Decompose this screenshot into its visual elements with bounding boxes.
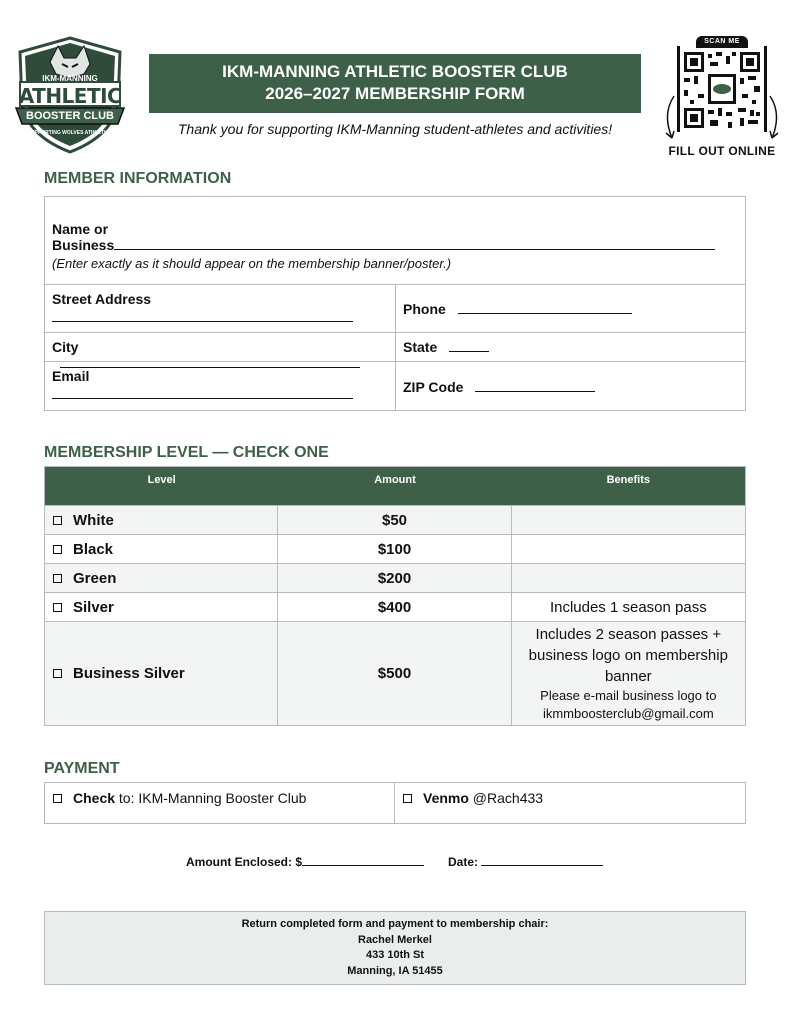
venmo-handle: @Rach433: [468, 790, 544, 806]
amount-cell: $100: [278, 535, 511, 563]
level-cell[interactable]: [45, 564, 278, 592]
form-title-banner: [149, 54, 641, 113]
table-row[interactable]: [45, 621, 745, 725]
checkbox-icon[interactable]: [53, 794, 62, 803]
title-line-1: IKM-MANNING ATHLETIC BOOSTER CLUB: [222, 62, 568, 81]
name-note: (Enter exactly as it should appear on the membership banner/poster.): [52, 256, 452, 271]
date-label: Date:: [448, 855, 479, 869]
chair-street: 433 10th St: [365, 949, 425, 961]
address-row: [45, 285, 745, 333]
street-label: Street Address: [52, 291, 152, 307]
city-label: City: [52, 339, 79, 355]
level-name: Silver: [73, 598, 114, 616]
email-line[interactable]: [52, 386, 353, 399]
title-line-2: 2026–2027 MEMBERSHIP FORM: [265, 84, 525, 103]
level-cell[interactable]: [45, 593, 278, 621]
zip-field[interactable]: [396, 362, 746, 411]
chair-city: Manning, IA 51455: [347, 964, 443, 977]
city-row: [45, 333, 745, 362]
level-name: Green: [73, 569, 117, 587]
col-header-amount: Amount: [374, 474, 416, 486]
amount-label: Amount Enclosed: $: [186, 855, 303, 869]
name-label-2: Business: [52, 237, 115, 253]
city-field[interactable]: [45, 333, 396, 361]
checkbox-icon[interactable]: [53, 545, 62, 554]
level-name: White: [73, 511, 114, 529]
return-heading: Return completed form and payment to membership chair:: [241, 918, 549, 930]
email-field[interactable]: [45, 362, 396, 411]
street-line[interactable]: [52, 309, 353, 322]
check-payee: to: IKM-Manning Booster Club: [115, 790, 307, 806]
check-option[interactable]: [45, 783, 395, 823]
name-label-1: Name or: [52, 221, 109, 237]
table-row[interactable]: [45, 505, 745, 534]
qr-code-icon[interactable]: [682, 50, 762, 130]
payment-options: [44, 782, 746, 824]
zip-line[interactable]: [475, 379, 595, 392]
logo-top-text: IKM-MANNING: [42, 74, 98, 83]
curved-arrow-right-icon: [764, 94, 784, 144]
logo-bottom-text: SUPPORTING WOLVES ATHLETICS: [27, 130, 113, 136]
state-field[interactable]: [396, 333, 746, 361]
return-instructions: [44, 911, 746, 985]
level-cell[interactable]: [45, 622, 278, 725]
checkbox-icon[interactable]: [53, 603, 62, 612]
name-field[interactable]: [45, 197, 745, 284]
checkbox-icon[interactable]: [53, 669, 62, 678]
member-info-title: MEMBER INFORMATION: [44, 170, 232, 187]
venmo-option[interactable]: [395, 783, 745, 823]
date-field[interactable]: [448, 854, 603, 869]
membership-level-title: MEMBERSHIP LEVEL — CHECK ONE: [44, 444, 329, 461]
level-name: Black: [73, 540, 114, 558]
level-cell[interactable]: [45, 506, 278, 534]
name-row: [45, 197, 745, 285]
table-row[interactable]: [45, 563, 745, 592]
membership-level-table: [44, 466, 746, 726]
table-row[interactable]: [45, 534, 745, 563]
level-cell[interactable]: [45, 535, 278, 563]
benefit-cell: [512, 506, 745, 534]
table-row[interactable]: [45, 592, 745, 621]
logo-banner-text: BOOSTER CLUB: [26, 110, 114, 122]
name-line[interactable]: [114, 237, 715, 250]
benefit-cell: [512, 622, 745, 725]
col-header-benefits: Benefits: [606, 474, 651, 486]
venmo-label: Venmo: [423, 790, 469, 806]
state-line[interactable]: [449, 339, 489, 352]
checkbox-icon[interactable]: [403, 794, 412, 803]
amount-cell: $50: [278, 506, 511, 534]
curved-arrow-left-icon: [660, 94, 680, 144]
benefit-cell: Includes 1 season pass: [549, 598, 707, 616]
state-label: State: [403, 339, 438, 355]
date-line[interactable]: [481, 854, 603, 866]
phone-label: Phone: [403, 301, 446, 317]
street-field[interactable]: [45, 285, 396, 332]
booster-email[interactable]: ikmmboosterclub@gmail.com: [542, 706, 714, 721]
benefit-text: Includes 2 season passes + business logo on membership banner: [528, 626, 728, 685]
tagline: Thank you for supporting IKM-Manning student-athletes and activities!: [177, 121, 613, 137]
table-header: [45, 467, 745, 505]
chair-name: Rachel Merkel: [358, 933, 432, 946]
phone-line[interactable]: [458, 301, 632, 314]
checkbox-icon[interactable]: [53, 516, 62, 525]
logo-main-text: ATHLETIC: [18, 84, 122, 108]
check-label: Check: [73, 790, 116, 806]
amount-line[interactable]: [302, 854, 424, 866]
level-name: Business Silver: [73, 665, 185, 682]
payment-title: PAYMENT: [44, 760, 120, 777]
booster-club-logo: [12, 34, 128, 154]
scan-me-label: SCAN ME: [696, 36, 748, 48]
amount-cell: $500: [278, 622, 511, 725]
benefit-cell: [512, 535, 745, 563]
member-info-table: [44, 196, 746, 411]
col-header-level: Level: [147, 474, 176, 486]
email-label: Email: [52, 368, 90, 384]
benefit-cell: [512, 564, 745, 592]
checkbox-icon[interactable]: [53, 574, 62, 583]
amount-cell: $200: [278, 564, 511, 592]
email-row: [45, 362, 745, 411]
amount-enclosed-field[interactable]: [186, 854, 424, 869]
amount-cell: $400: [278, 593, 511, 621]
phone-field[interactable]: [396, 285, 746, 332]
zip-label: ZIP Code: [403, 379, 464, 395]
qr-code-block[interactable]: [660, 36, 784, 160]
logo-email-note: Please e-mail business logo to: [540, 688, 717, 703]
fill-out-online-label: FILL OUT ONLINE: [668, 144, 776, 158]
